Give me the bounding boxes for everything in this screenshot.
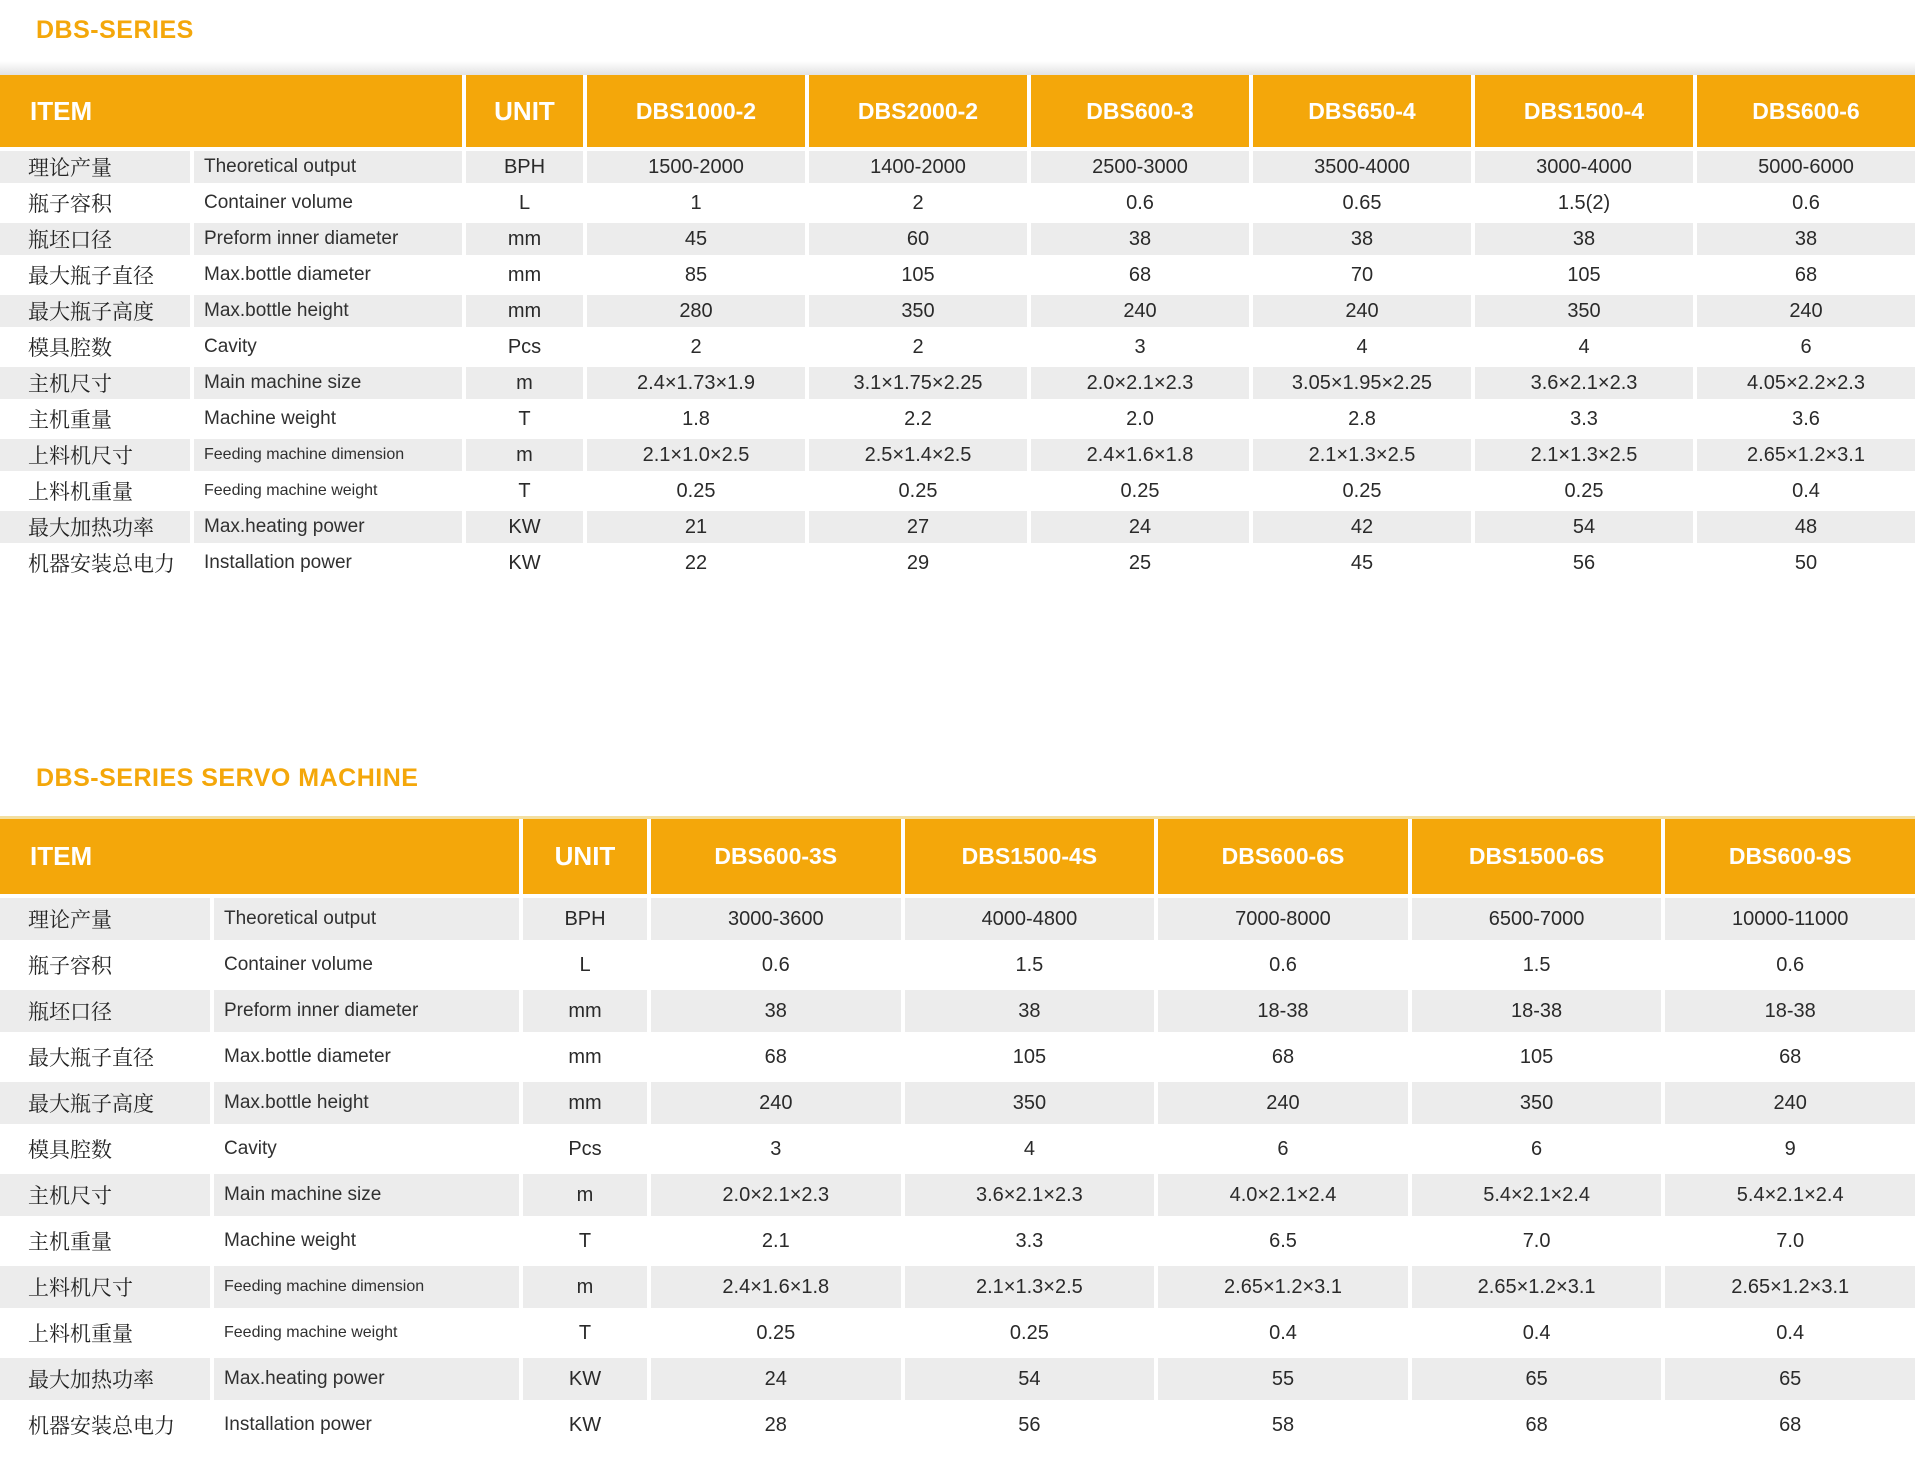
item-label-cn: 机器安装总电力 — [0, 1404, 210, 1446]
value-cell: 5.4×2.1×2.4 — [1665, 1174, 1915, 1216]
item-label-cn: 模具腔数 — [0, 1128, 210, 1170]
item-label-en: Max.heating power — [194, 511, 462, 543]
value-cell: 350 — [809, 295, 1027, 327]
value-cell: 24 — [1031, 511, 1249, 543]
item-label-cn: 最大加热功率 — [0, 1358, 210, 1400]
value-cell: 25 — [1031, 547, 1249, 579]
value-cell: 4000-4800 — [905, 898, 1155, 940]
value-cell: 2 — [587, 331, 805, 363]
item-label-en: Cavity — [194, 331, 462, 363]
item-label-cn: 上料机重量 — [0, 475, 190, 507]
value-cell: 2.65×1.2×3.1 — [1158, 1266, 1408, 1308]
value-cell: 2.5×1.4×2.5 — [809, 439, 1027, 471]
item-label-cn: 最大瓶子高度 — [0, 295, 190, 327]
value-cell: 240 — [1031, 295, 1249, 327]
spec-table-dbs-series-servo — [0, 816, 1915, 1446]
value-cell: 105 — [1475, 259, 1693, 291]
value-cell: 0.6 — [651, 944, 901, 986]
unit-cell: mm — [523, 1082, 647, 1124]
value-cell: 2.4×1.73×1.9 — [587, 367, 805, 399]
unit-cell: KW — [523, 1404, 647, 1446]
value-cell: 68 — [1031, 259, 1249, 291]
unit-cell: m — [466, 367, 583, 399]
value-cell: 38 — [1031, 223, 1249, 255]
unit-cell: T — [466, 475, 583, 507]
item-label-cn: 理论产量 — [0, 898, 210, 940]
value-cell: 50 — [1697, 547, 1915, 579]
value-cell: 105 — [905, 1036, 1155, 1078]
value-cell: 3000-4000 — [1475, 151, 1693, 183]
value-cell: 68 — [1412, 1404, 1662, 1446]
value-cell: 42 — [1253, 511, 1471, 543]
value-cell: 65 — [1665, 1358, 1915, 1400]
value-cell: 2 — [809, 331, 1027, 363]
value-cell: 38 — [905, 990, 1155, 1032]
value-cell: 0.4 — [1158, 1312, 1408, 1354]
value-cell: 10000-11000 — [1665, 898, 1915, 940]
value-cell: 3.3 — [905, 1220, 1155, 1262]
item-label-en: Preform inner diameter — [214, 990, 519, 1032]
value-cell: 3.6×2.1×2.3 — [905, 1174, 1155, 1216]
column-header-unit: UNIT — [466, 75, 583, 147]
value-cell: 0.25 — [1031, 475, 1249, 507]
value-cell: 18-38 — [1158, 990, 1408, 1032]
value-cell: 105 — [1412, 1036, 1662, 1078]
column-header-model: DBS600-3 — [1031, 75, 1249, 147]
item-label-en: Main machine size — [194, 367, 462, 399]
value-cell: 240 — [1253, 295, 1471, 327]
value-cell: 68 — [1697, 259, 1915, 291]
unit-cell: KW — [466, 511, 583, 543]
column-header-model: DBS1500-6S — [1412, 819, 1662, 894]
value-cell: 0.25 — [587, 475, 805, 507]
value-cell: 105 — [809, 259, 1027, 291]
value-cell: 0.6 — [1665, 944, 1915, 986]
value-cell: 3000-3600 — [651, 898, 901, 940]
value-cell: 3.1×1.75×2.25 — [809, 367, 1027, 399]
unit-cell: Pcs — [523, 1128, 647, 1170]
value-cell: 56 — [905, 1404, 1155, 1446]
value-cell: 0.25 — [1253, 475, 1471, 507]
value-cell: 7.0 — [1412, 1220, 1662, 1262]
value-cell: 3 — [651, 1128, 901, 1170]
item-label-cn: 最大加热功率 — [0, 511, 190, 543]
item-label-cn: 上料机尺寸 — [0, 439, 190, 471]
item-label-en: Theoretical output — [194, 151, 462, 183]
column-header-model: DBS600-6S — [1158, 819, 1408, 894]
unit-cell: T — [523, 1220, 647, 1262]
value-cell: 5000-6000 — [1697, 151, 1915, 183]
value-cell: 0.25 — [1475, 475, 1693, 507]
column-header-model: DBS2000-2 — [809, 75, 1027, 147]
unit-cell: m — [523, 1174, 647, 1216]
item-label-cn: 模具腔数 — [0, 331, 190, 363]
table-title: DBS-SERIES SERVO MACHINE — [36, 764, 419, 792]
item-label-en: Container volume — [214, 944, 519, 986]
item-label-en: Feeding machine dimension — [214, 1266, 519, 1308]
value-cell: 2.1 — [651, 1220, 901, 1262]
item-label-en: Max.bottle diameter — [194, 259, 462, 291]
value-cell: 4 — [905, 1128, 1155, 1170]
column-header-model: DBS600-6 — [1697, 75, 1915, 147]
item-label-cn: 主机尺寸 — [0, 367, 190, 399]
column-header-item: ITEM — [0, 819, 519, 894]
value-cell: 3 — [1031, 331, 1249, 363]
item-label-cn: 最大瓶子直径 — [0, 259, 190, 291]
value-cell: 54 — [905, 1358, 1155, 1400]
value-cell: 2500-3000 — [1031, 151, 1249, 183]
value-cell: 4 — [1253, 331, 1471, 363]
value-cell: 45 — [1253, 547, 1471, 579]
value-cell: 4.0×2.1×2.4 — [1158, 1174, 1408, 1216]
unit-cell: L — [523, 944, 647, 986]
unit-cell: L — [466, 187, 583, 219]
unit-cell: mm — [466, 223, 583, 255]
value-cell: 6.5 — [1158, 1220, 1408, 1262]
value-cell: 2.0×2.1×2.3 — [651, 1174, 901, 1216]
value-cell: 6 — [1412, 1128, 1662, 1170]
unit-cell: BPH — [523, 898, 647, 940]
item-label-cn: 理论产量 — [0, 151, 190, 183]
value-cell: 240 — [651, 1082, 901, 1124]
value-cell: 280 — [587, 295, 805, 327]
unit-cell: KW — [523, 1358, 647, 1400]
item-label-en: Installation power — [214, 1404, 519, 1446]
value-cell: 6 — [1697, 331, 1915, 363]
header-shadow-band — [0, 61, 1915, 75]
value-cell: 0.4 — [1665, 1312, 1915, 1354]
value-cell: 1.5 — [1412, 944, 1662, 986]
value-cell: 9 — [1665, 1128, 1915, 1170]
value-cell: 58 — [1158, 1404, 1408, 1446]
value-cell: 7000-8000 — [1158, 898, 1408, 940]
value-cell: 0.6 — [1697, 187, 1915, 219]
item-label-cn: 最大瓶子高度 — [0, 1082, 210, 1124]
item-label-en: Preform inner diameter — [194, 223, 462, 255]
column-header-model: DBS1500-4 — [1475, 75, 1693, 147]
value-cell: 0.6 — [1031, 187, 1249, 219]
value-cell: 0.25 — [809, 475, 1027, 507]
value-cell: 240 — [1697, 295, 1915, 327]
value-cell: 60 — [809, 223, 1027, 255]
unit-cell: T — [466, 403, 583, 435]
value-cell: 0.4 — [1412, 1312, 1662, 1354]
unit-cell: mm — [466, 259, 583, 291]
value-cell: 3.6 — [1697, 403, 1915, 435]
value-cell: 5.4×2.1×2.4 — [1412, 1174, 1662, 1216]
item-label-en: Machine weight — [194, 403, 462, 435]
unit-cell: KW — [466, 547, 583, 579]
value-cell: 38 — [651, 990, 901, 1032]
value-cell: 18-38 — [1665, 990, 1915, 1032]
item-label-en: Max.heating power — [214, 1358, 519, 1400]
item-label-en: Feeding machine weight — [194, 475, 462, 507]
spec-table-dbs-series — [0, 75, 1915, 579]
value-cell: 1400-2000 — [809, 151, 1027, 183]
item-label-cn: 主机重量 — [0, 1220, 210, 1262]
value-cell: 24 — [651, 1358, 901, 1400]
value-cell: 68 — [1665, 1036, 1915, 1078]
item-label-cn: 上料机尺寸 — [0, 1266, 210, 1308]
value-cell: 2.65×1.2×3.1 — [1665, 1266, 1915, 1308]
unit-cell: m — [523, 1266, 647, 1308]
value-cell: 1.5 — [905, 944, 1155, 986]
unit-cell: mm — [466, 295, 583, 327]
item-label-cn: 瓶坯口径 — [0, 223, 190, 255]
column-header-model: DBS1000-2 — [587, 75, 805, 147]
value-cell: 1 — [587, 187, 805, 219]
value-cell: 38 — [1253, 223, 1471, 255]
value-cell: 38 — [1697, 223, 1915, 255]
column-header-model: DBS650-4 — [1253, 75, 1471, 147]
item-label-cn: 瓶子容积 — [0, 187, 190, 219]
value-cell: 2 — [809, 187, 1027, 219]
column-header-model: DBS600-3S — [651, 819, 901, 894]
value-cell: 21 — [587, 511, 805, 543]
unit-cell: T — [523, 1312, 647, 1354]
value-cell: 2.4×1.6×1.8 — [651, 1266, 901, 1308]
item-label-cn: 上料机重量 — [0, 1312, 210, 1354]
table-title: DBS-SERIES — [36, 16, 194, 44]
value-cell: 0.25 — [651, 1312, 901, 1354]
item-label-en: Max.bottle diameter — [214, 1036, 519, 1078]
value-cell: 3.05×1.95×2.25 — [1253, 367, 1471, 399]
value-cell: 29 — [809, 547, 1027, 579]
value-cell: 70 — [1253, 259, 1471, 291]
column-header-unit: UNIT — [523, 819, 647, 894]
value-cell: 65 — [1412, 1358, 1662, 1400]
item-label-en: Main machine size — [214, 1174, 519, 1216]
item-label-cn: 最大瓶子直径 — [0, 1036, 210, 1078]
value-cell: 54 — [1475, 511, 1693, 543]
value-cell: 350 — [1475, 295, 1693, 327]
unit-cell: Pcs — [466, 331, 583, 363]
value-cell: 350 — [1412, 1082, 1662, 1124]
column-header-model: DBS600-9S — [1665, 819, 1915, 894]
value-cell: 1.8 — [587, 403, 805, 435]
value-cell: 0.65 — [1253, 187, 1471, 219]
value-cell: 68 — [1158, 1036, 1408, 1078]
value-cell: 0.6 — [1158, 944, 1408, 986]
value-cell: 28 — [651, 1404, 901, 1446]
value-cell: 2.8 — [1253, 403, 1471, 435]
value-cell: 2.0 — [1031, 403, 1249, 435]
value-cell: 1.5(2) — [1475, 187, 1693, 219]
item-label-en: Max.bottle height — [214, 1082, 519, 1124]
item-label-en: Machine weight — [214, 1220, 519, 1262]
value-cell: 240 — [1665, 1082, 1915, 1124]
value-cell: 1500-2000 — [587, 151, 805, 183]
value-cell: 68 — [651, 1036, 901, 1078]
value-cell: 350 — [905, 1082, 1155, 1124]
value-cell: 3.6×2.1×2.3 — [1475, 367, 1693, 399]
unit-cell: mm — [523, 1036, 647, 1078]
unit-cell: mm — [523, 990, 647, 1032]
value-cell: 7.0 — [1665, 1220, 1915, 1262]
item-label-cn: 主机尺寸 — [0, 1174, 210, 1216]
item-label-cn: 瓶坯口径 — [0, 990, 210, 1032]
value-cell: 55 — [1158, 1358, 1408, 1400]
value-cell: 3500-4000 — [1253, 151, 1471, 183]
value-cell: 2.65×1.2×3.1 — [1697, 439, 1915, 471]
column-header-model: DBS1500-4S — [905, 819, 1155, 894]
item-label-en: Feeding machine weight — [214, 1312, 519, 1354]
value-cell: 2.1×1.3×2.5 — [1253, 439, 1471, 471]
item-label-en: Cavity — [214, 1128, 519, 1170]
item-label-en: Feeding machine dimension — [194, 439, 462, 471]
value-cell: 2.1×1.3×2.5 — [1475, 439, 1693, 471]
value-cell: 2.1×1.0×2.5 — [587, 439, 805, 471]
unit-cell: m — [466, 439, 583, 471]
item-label-en: Container volume — [194, 187, 462, 219]
value-cell: 4.05×2.2×2.3 — [1697, 367, 1915, 399]
value-cell: 2.1×1.3×2.5 — [905, 1266, 1155, 1308]
value-cell: 4 — [1475, 331, 1693, 363]
value-cell: 22 — [587, 547, 805, 579]
value-cell: 68 — [1665, 1404, 1915, 1446]
value-cell: 6 — [1158, 1128, 1408, 1170]
value-cell: 240 — [1158, 1082, 1408, 1124]
value-cell: 3.3 — [1475, 403, 1693, 435]
value-cell: 2.2 — [809, 403, 1027, 435]
item-label-cn: 主机重量 — [0, 403, 190, 435]
value-cell: 2.65×1.2×3.1 — [1412, 1266, 1662, 1308]
column-header-item: ITEM — [0, 75, 462, 147]
item-label-en: Installation power — [194, 547, 462, 579]
value-cell: 45 — [587, 223, 805, 255]
value-cell: 18-38 — [1412, 990, 1662, 1032]
value-cell: 85 — [587, 259, 805, 291]
item-label-en: Theoretical output — [214, 898, 519, 940]
value-cell: 2.4×1.6×1.8 — [1031, 439, 1249, 471]
value-cell: 6500-7000 — [1412, 898, 1662, 940]
item-label-cn: 瓶子容积 — [0, 944, 210, 986]
value-cell: 2.0×2.1×2.3 — [1031, 367, 1249, 399]
value-cell: 0.4 — [1697, 475, 1915, 507]
item-label-en: Max.bottle height — [194, 295, 462, 327]
value-cell: 38 — [1475, 223, 1693, 255]
value-cell: 27 — [809, 511, 1027, 543]
value-cell: 48 — [1697, 511, 1915, 543]
value-cell: 0.25 — [905, 1312, 1155, 1354]
item-label-cn: 机器安装总电力 — [0, 547, 190, 579]
unit-cell: BPH — [466, 151, 583, 183]
value-cell: 56 — [1475, 547, 1693, 579]
